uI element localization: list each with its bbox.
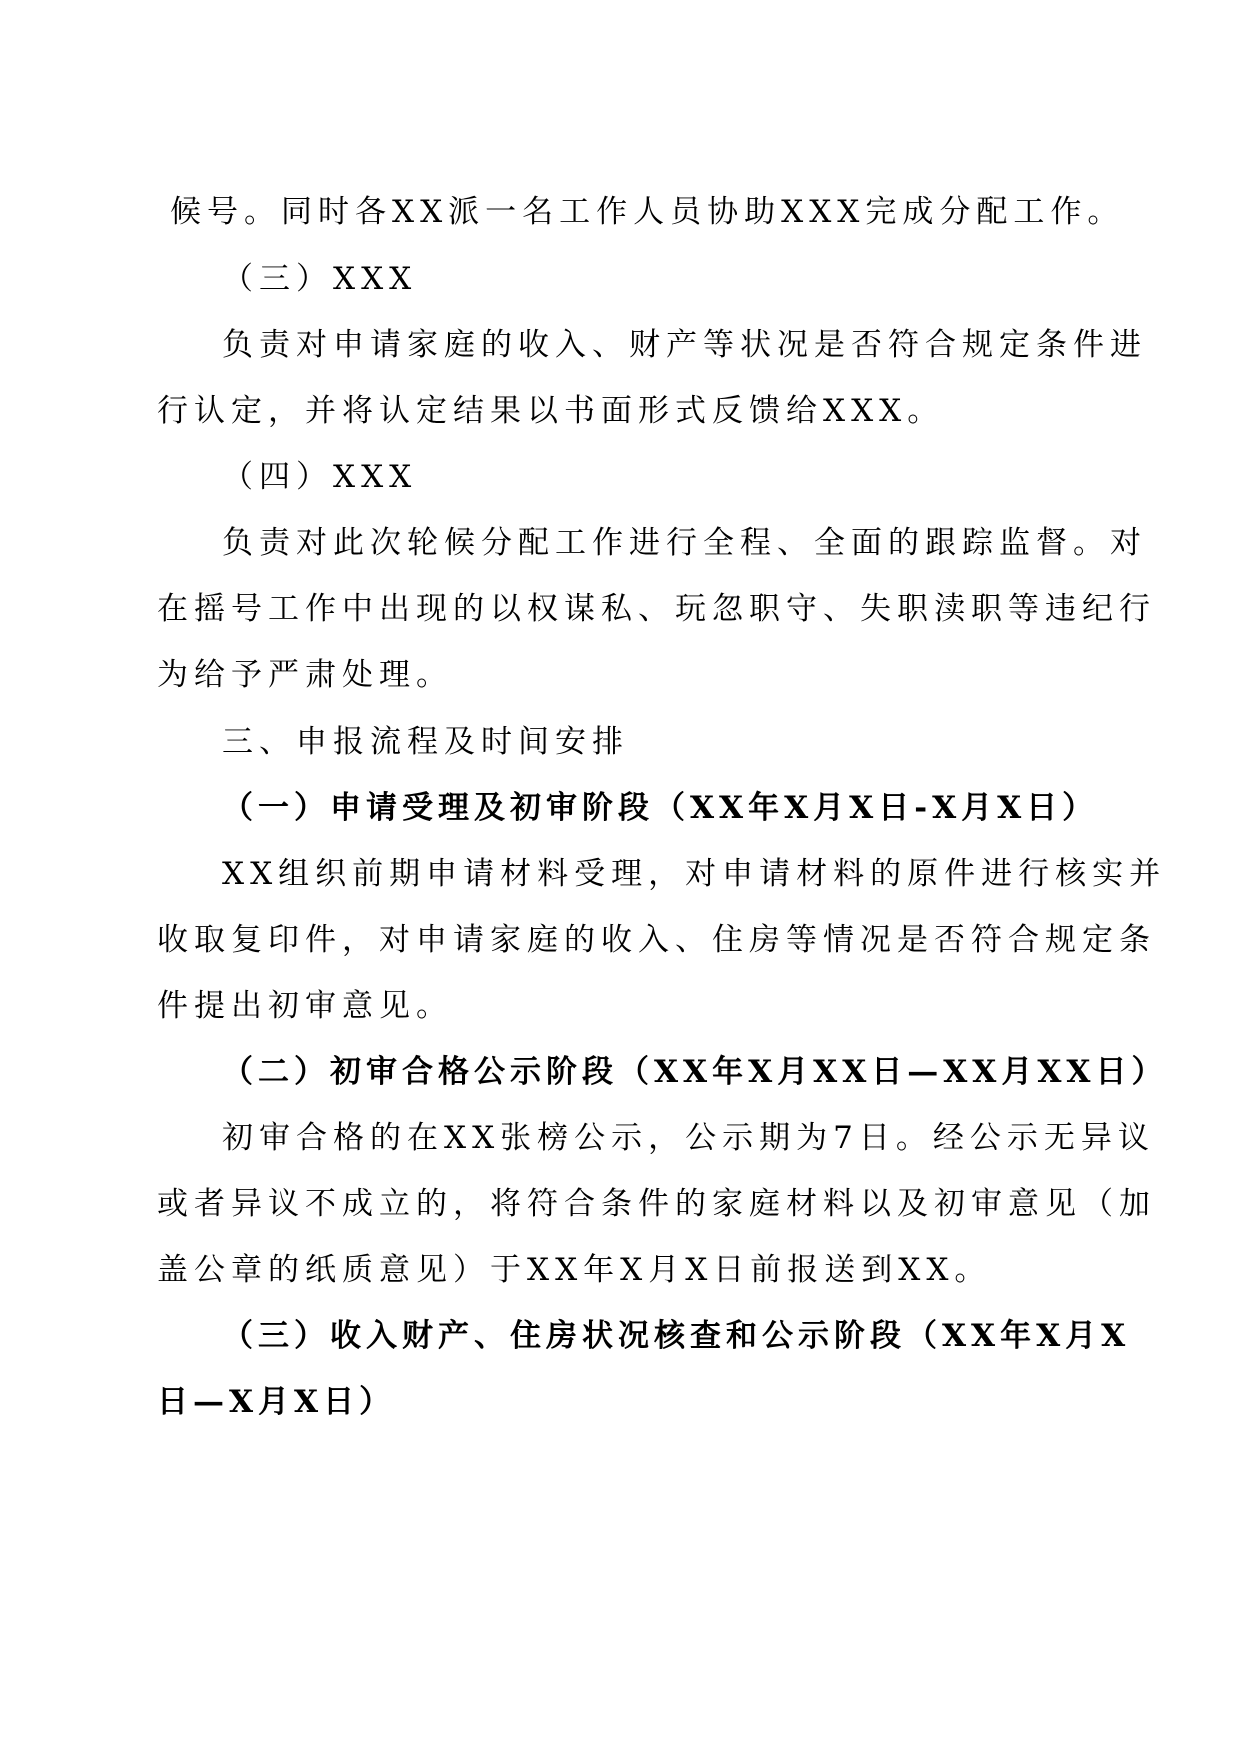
paragraph-line: 收取复印件，对申请家庭的收入、住房等情况是否符合规定条 <box>157 922 1156 958</box>
bold-subheading: （一）申请受理及初审阶段（XX年X月X日-X月X日） <box>222 790 1099 826</box>
paragraph-line: 初审合格的在XX张榜公示，公示期为7日。经公示无异议 <box>222 1120 1155 1156</box>
paragraph-line: 或者异议不成立的，将符合条件的家庭材料以及初审意见（加 <box>157 1186 1156 1222</box>
chapter-heading: 三、申报流程及时间安排 <box>222 724 629 760</box>
bold-subheading: 日—X月X日） <box>157 1384 396 1420</box>
paragraph-line: 负责对申请家庭的收入、财产等状况是否符合规定条件进 <box>222 327 1147 363</box>
paragraph-line: XX组织前期申请材料受理，对申请材料的原件进行核实并 <box>222 856 1167 892</box>
paragraph-line: 在摇号工作中出现的以权谋私、玩忽职守、失职渎职等违纪行 <box>157 591 1156 627</box>
bold-subheading: （三）收入财产、住房状况核查和公示阶段（XX年X月X <box>222 1318 1131 1354</box>
section-heading: （四）XXX <box>222 459 418 495</box>
paragraph-line: 负责对此次轮候分配工作进行全程、全面的跟踪监督。对 <box>222 525 1147 561</box>
paragraph-line: 行认定，并将认定结果以书面形式反馈给XXX。 <box>157 393 945 429</box>
paragraph-line: 盖公章的纸质意见）于XX年X月X日前报送到XX。 <box>157 1252 992 1288</box>
paragraph-line: 件提出初审意见。 <box>157 988 453 1024</box>
paragraph-line: 为给予严肃处理。 <box>157 657 453 693</box>
bold-subheading: （二）初审合格公示阶段（XX年X月XX日—XX月XX日） <box>222 1054 1168 1090</box>
section-heading: （三）XXX <box>222 261 418 297</box>
paragraph-line: 候号。同时各XX派一名工作人员协助XXX完成分配工作。 <box>170 194 1125 230</box>
